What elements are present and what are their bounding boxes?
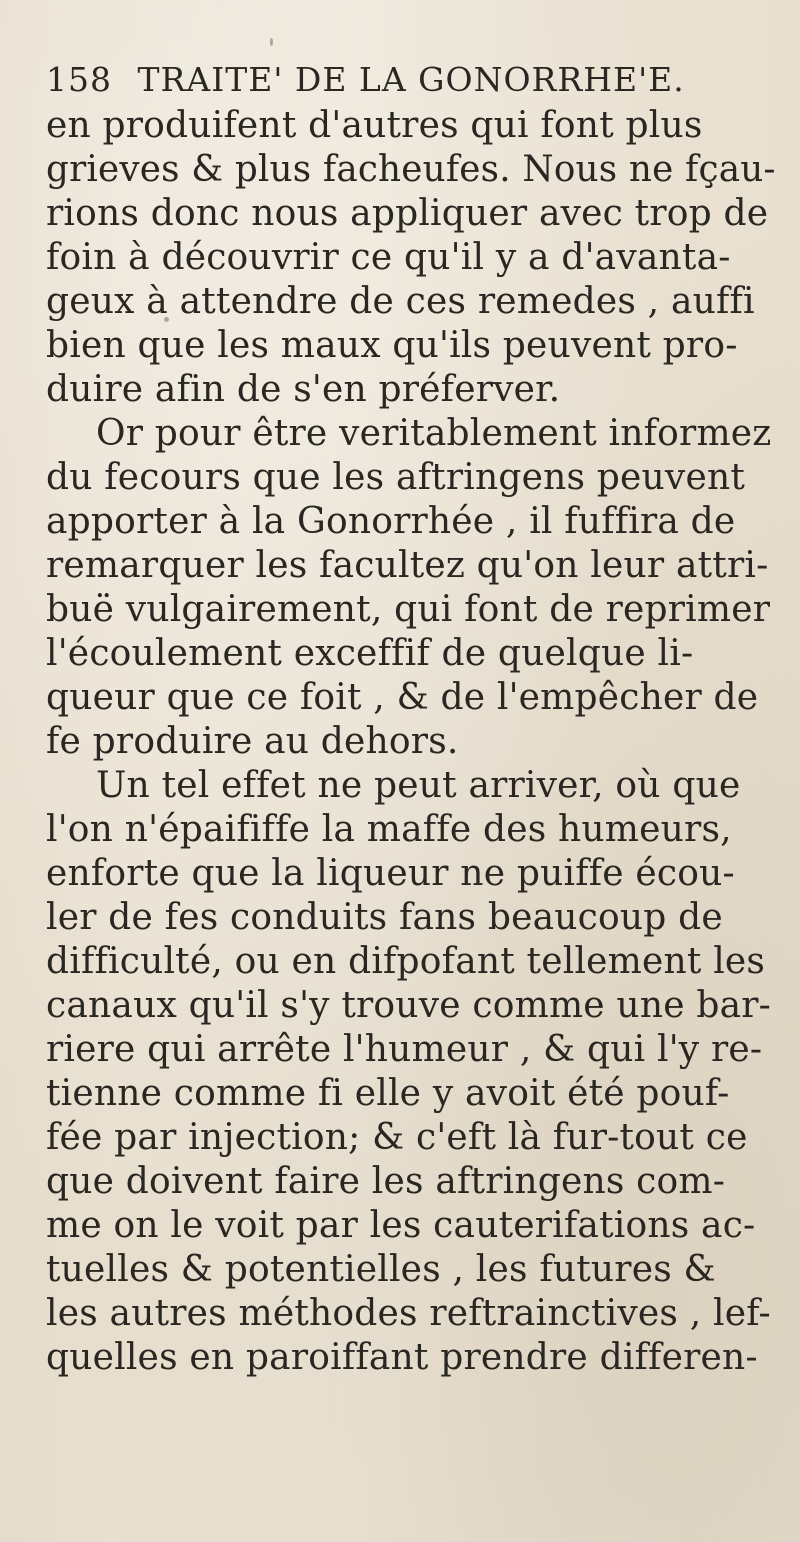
text-line: rions donc nous appliquer avec trop de — [46, 193, 769, 234]
text-line: buë vulgairement, qui font de reprimer — [46, 589, 771, 630]
text-line: l'écoulement exceffif de quelque li- — [46, 633, 694, 674]
text-line: du fecours que les aftringens peuvent — [46, 457, 746, 498]
text-line: foin à découvrir ce qu'il y a d'avanta- — [46, 237, 731, 278]
text-line: ler de fes conduits fans beaucoup de — [46, 897, 723, 938]
ink-spot — [270, 38, 273, 46]
text-line: tienne comme fi elle y avoit été pouf- — [46, 1073, 730, 1114]
text-line: enforte que la liqueur ne puiffe écou- — [46, 853, 735, 894]
text-line: duire afin de s'en préferver. — [46, 369, 561, 410]
text-line: queur que ce foit , & de l'empêcher de — [46, 677, 759, 718]
text-line: en produifent d'autres qui font plus — [46, 105, 703, 146]
text-line: bien que les maux qu'ils peuvent pro- — [46, 325, 738, 366]
text-line: l'on n'épaififfe la maffe des humeurs, — [46, 809, 732, 850]
running-header — [46, 58, 685, 102]
text-line: geux à attendre de ces remedes , auffi — [46, 281, 755, 322]
text-line: les autres méthodes reftrainctives , lef- — [46, 1293, 771, 1334]
text-line: remarquer les facultez qu'on leur attri- — [46, 545, 769, 586]
text-line: Or pour être veritablement informez — [96, 413, 772, 454]
text-line: riere qui arrête l'humeur , & qui l'y re- — [46, 1029, 763, 1070]
page-number: 158 — [46, 60, 112, 99]
text-line: difficulté, ou en difpofant tellement les — [46, 941, 766, 982]
text-line: que doivent faire les aftringens com- — [46, 1161, 726, 1202]
text-line: grieves & plus facheufes. Nous ne fçau- — [46, 149, 776, 190]
text-line: fée par injection; & c'eft là fur-tout ce — [46, 1117, 748, 1158]
text-line: tuelles & potentielles , les futures & — [46, 1249, 716, 1290]
text-line: quelles en paroiffant prendre differen- — [46, 1337, 758, 1378]
text-line: me on le voit par les cauterifations ac- — [46, 1205, 756, 1246]
text-line: Un tel effet ne peut arriver, où que — [96, 765, 741, 806]
running-title: TRAITE' DE LA GONORRHE'E. — [137, 60, 685, 99]
text-line: fe produire au dehors. — [46, 721, 459, 762]
text-line: canaux qu'il s'y trouve comme une bar- — [46, 985, 772, 1026]
text-line: apporter à la Gonorrhée , il fuffira de — [46, 501, 736, 542]
